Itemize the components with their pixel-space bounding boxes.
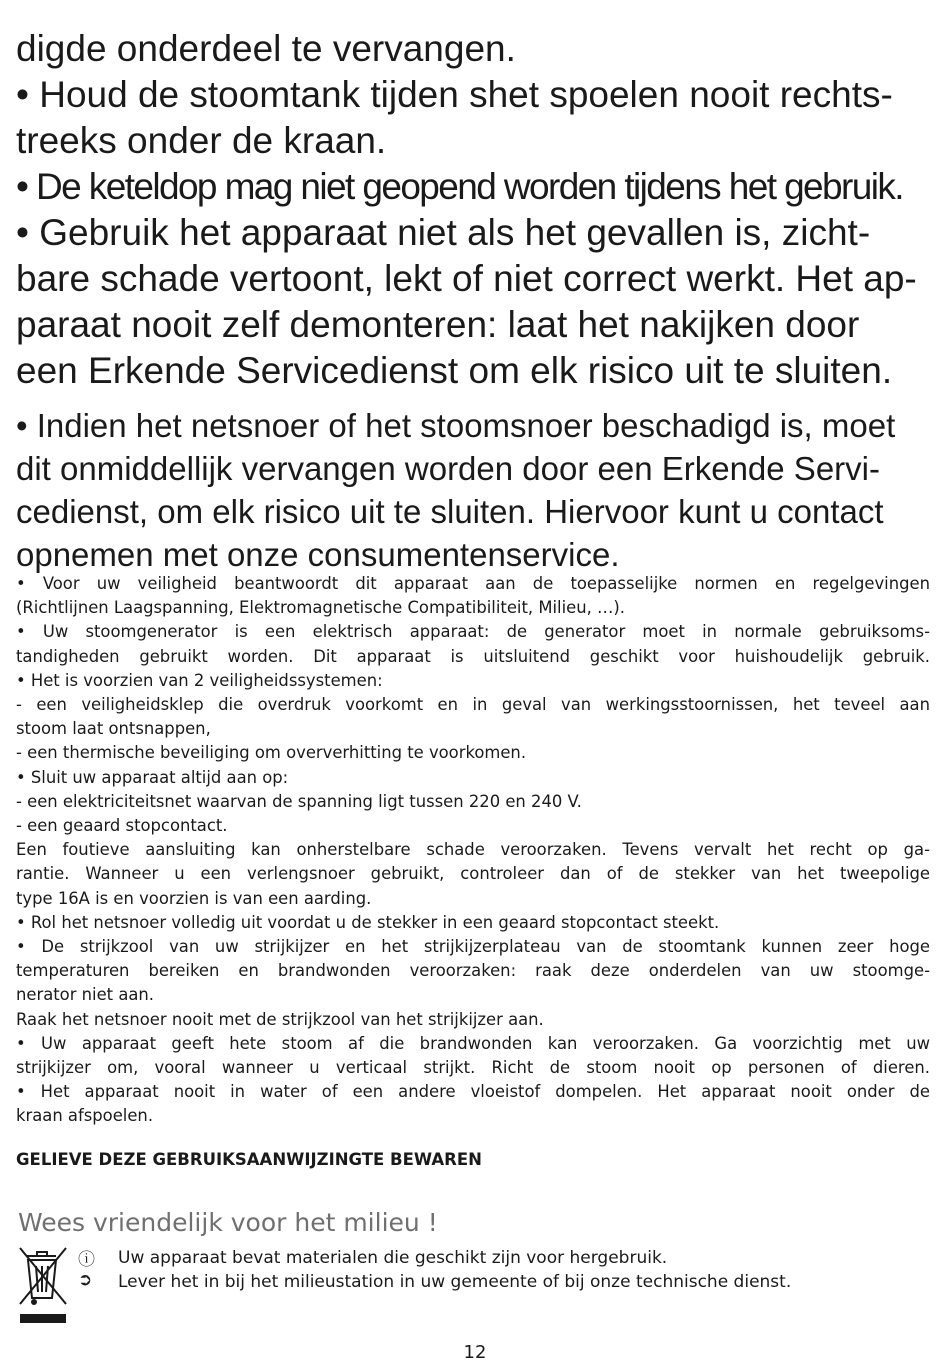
text-line: Een foutieve aansluiting kan onherstelbare schade veroorzaken. Tevens vervalt het recht op ga-: [16, 840, 930, 860]
text-line: nerator niet aan.: [16, 985, 155, 1005]
text-line: - een thermische beveiliging om oververhitting te voorkomen.: [16, 743, 527, 763]
arrow-icon: ➲: [78, 1270, 93, 1290]
text-line: • Uw stoomgenerator is een elektrisch apparaat: de generator moet in normale gebruiksoms-: [16, 622, 930, 642]
crossed-out-wheelie-bin-icon: [16, 1246, 68, 1326]
text-line: Raak het netsnoer nooit met de strijkzool van het strijkijzer aan.: [16, 1009, 544, 1029]
text-line: kraan afspoelen.: [16, 1106, 154, 1126]
bullet-rinse-warning: • Houd de stoomtank tijden shet spoelen nooit rechts- treeks onder de kraan.: [16, 74, 893, 161]
text-line: (Richtlijnen Laagspanning, Elektromagnetische Compatibiliteit, Milieu, …).: [16, 598, 626, 618]
text-line: strijkijzer om, vooral wanneer u verticaal strijkt. Richt de stoom nooit op personen of dieren.: [16, 1058, 930, 1078]
text-line: • Rol het netsnoer volledig uit voordat u de stekker in een geaard stopcontact steekt.: [16, 912, 720, 932]
info-icon: ⓘ: [78, 1250, 95, 1270]
text-line: - een geaard stopcontact.: [16, 816, 228, 836]
text-line: • Het apparaat nooit in water of een andere vloeistof dompelen. Het apparaat nooit onder de: [16, 1082, 930, 1102]
bullet-boiler-cap-warning: • De keteldop mag niet geopend worden tijdens het gebruik.: [16, 166, 903, 207]
text-line: type 16A is en voorzien is van een aarding.: [16, 888, 372, 908]
safety-instructions: [16, 572, 930, 1129]
page-number: 12: [463, 1342, 487, 1363]
text-line: • Voor uw veiligheid beantwoordt dit apparaat aan de toepasselijke normen en regelgevingen: [16, 574, 930, 593]
keep-instructions-notice: GELIEVE DEZE GEBRUIKSAANWIJZINGTE BEWAREN: [16, 1150, 482, 1169]
text-line: • Sluit uw apparaat altijd aan op:: [16, 767, 289, 787]
text-line: • De strijkzool van uw strijkijzer en het strijkijzerplateau van de stoomtank kunnen zeer hoge: [16, 937, 930, 957]
text-line: • Uw apparaat geeft hete stoom af die brandwonden kan veroorzaken. Ga voorzichtig met uw: [16, 1033, 930, 1053]
text-line: tandigheden gebruikt worden. Dit apparaat is uitsluitend geschikt voor huishoudelijk gebruik.: [16, 646, 930, 666]
text-line: • Het is voorzien van 2 veiligheidssystemen:: [16, 670, 383, 690]
text-line: temperaturen bereiken en brandwonden veroorzaken: raak deze onderdelen van uw stoomge-: [16, 961, 930, 981]
environment-heading: Wees vriendelijk voor het milieu !: [18, 1208, 438, 1237]
bullet-damaged-appliance: • Gebruik het apparaat niet als het gevallen is, zicht- bare schade vertoont, lekt of niet correct werkt. Het ap- paraat nooit zelf demonteren: laat het nakijken door een Erkende Servicedienst om elk risico uit te sluiten.: [16, 212, 917, 391]
text-line: stoom laat ontsnappen,: [16, 719, 211, 739]
recycle-dropoff-text: Lever het in bij het milieustation in uw gemeente of bij onze technische dienst.: [118, 1272, 792, 1292]
text-continuation: digde onderdeel te vervangen.: [16, 28, 516, 69]
text-line: rantie. Wanneer u een verlengsnoer gebruikt, controleer dan of de stekker van het tweepolige: [16, 864, 930, 884]
text-line: - een veiligheidsklep die overdruk voorkomt en in geval van werkingsstoornissen, het teveel aan: [16, 695, 930, 715]
bullet-damaged-cord: • Indien het netsnoer of het stoomsnoer beschadigd is, moet dit onmiddellijk vervangen worden door een Erkende Servi- cedienst, om elk risico uit te sluiten. Hiervoor kunt u contact opnemen met onze consumentenservice.: [16, 407, 896, 573]
text-line: - een elektriciteitsnet waarvan de spanning ligt tussen 220 en 240 V.: [16, 791, 582, 811]
recycle-info-text: Uw apparaat bevat materialen die geschikt zijn voor hergebruik.: [118, 1248, 668, 1268]
